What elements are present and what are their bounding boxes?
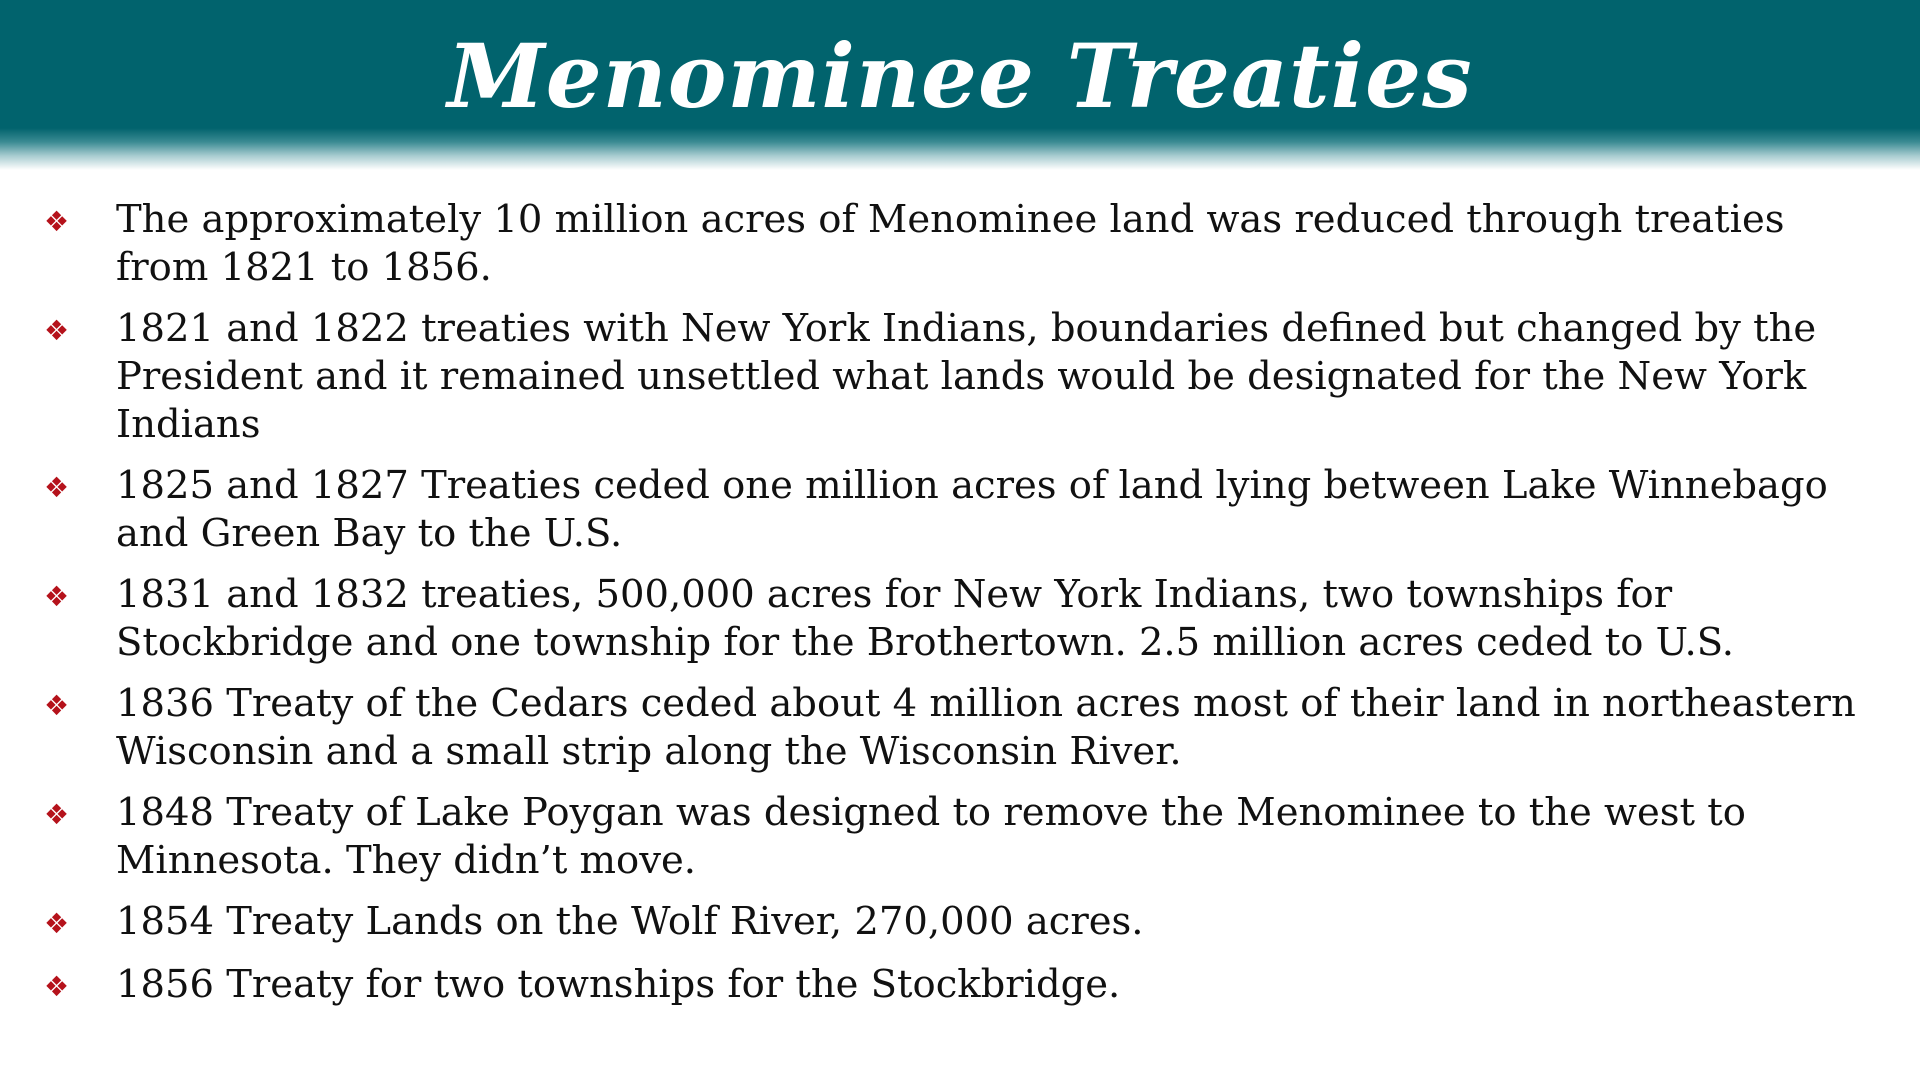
diamond-bullet-icon: ❖ [44,689,70,722]
bullet-text: 1831 and 1832 treaties, 500,000 acres for New York Indians, two townships for Stockbridge and one township for the Brothertown. 2.5 million acres ceded to U.S. [116,572,1735,665]
bullet-text: 1848 Treaty of Lake Poygan was designed to remove the Menominee to the west to Minnesota. They didn’t move. [116,790,1746,883]
bullet-text: 1821 and 1822 treaties with New York Indians, boundaries defined but changed by the President and it remained unsettled what lands would be designated for the New York Indians [116,306,1817,447]
diamond-bullet-icon: ❖ [44,471,70,504]
bullet-text: 1854 Treaty Lands on the Wolf River, 270,000 acres. [116,899,1144,944]
list-item [44,961,1880,1011]
slide-title: Menominee Treaties [447,24,1473,128]
diamond-bullet-icon: ❖ [44,580,70,613]
diamond-bullet-icon: ❖ [44,314,70,347]
diamond-bullet-icon: ❖ [44,970,70,1003]
list-item [44,680,1880,776]
bullet-text: The approximately 10 million acres of Menominee land was reduced through treaties from 1821 to 1856. [116,197,1785,290]
list-item [44,571,1880,667]
bullet-text: 1825 and 1827 Treaties ceded one million acres of land lying between Lake Winnebago and Green Bay to the U.S. [116,463,1828,556]
list-item [44,789,1880,885]
list-item [44,196,1880,292]
diamond-bullet-icon: ❖ [44,798,70,831]
diamond-bullet-icon: ❖ [44,907,70,940]
diamond-bullet-icon: ❖ [44,205,70,238]
bullet-list [44,196,1880,1024]
list-item [44,305,1880,449]
bullet-text: 1836 Treaty of the Cedars ceded about 4 million acres most of their land in northeastern Wisconsin and a small strip along the Wisconsin River. [116,681,1856,774]
bullet-text: 1856 Treaty for two townships for the Stockbridge. [116,962,1121,1007]
title-banner [0,0,1920,170]
list-item [44,462,1880,558]
list-item [44,898,1880,948]
